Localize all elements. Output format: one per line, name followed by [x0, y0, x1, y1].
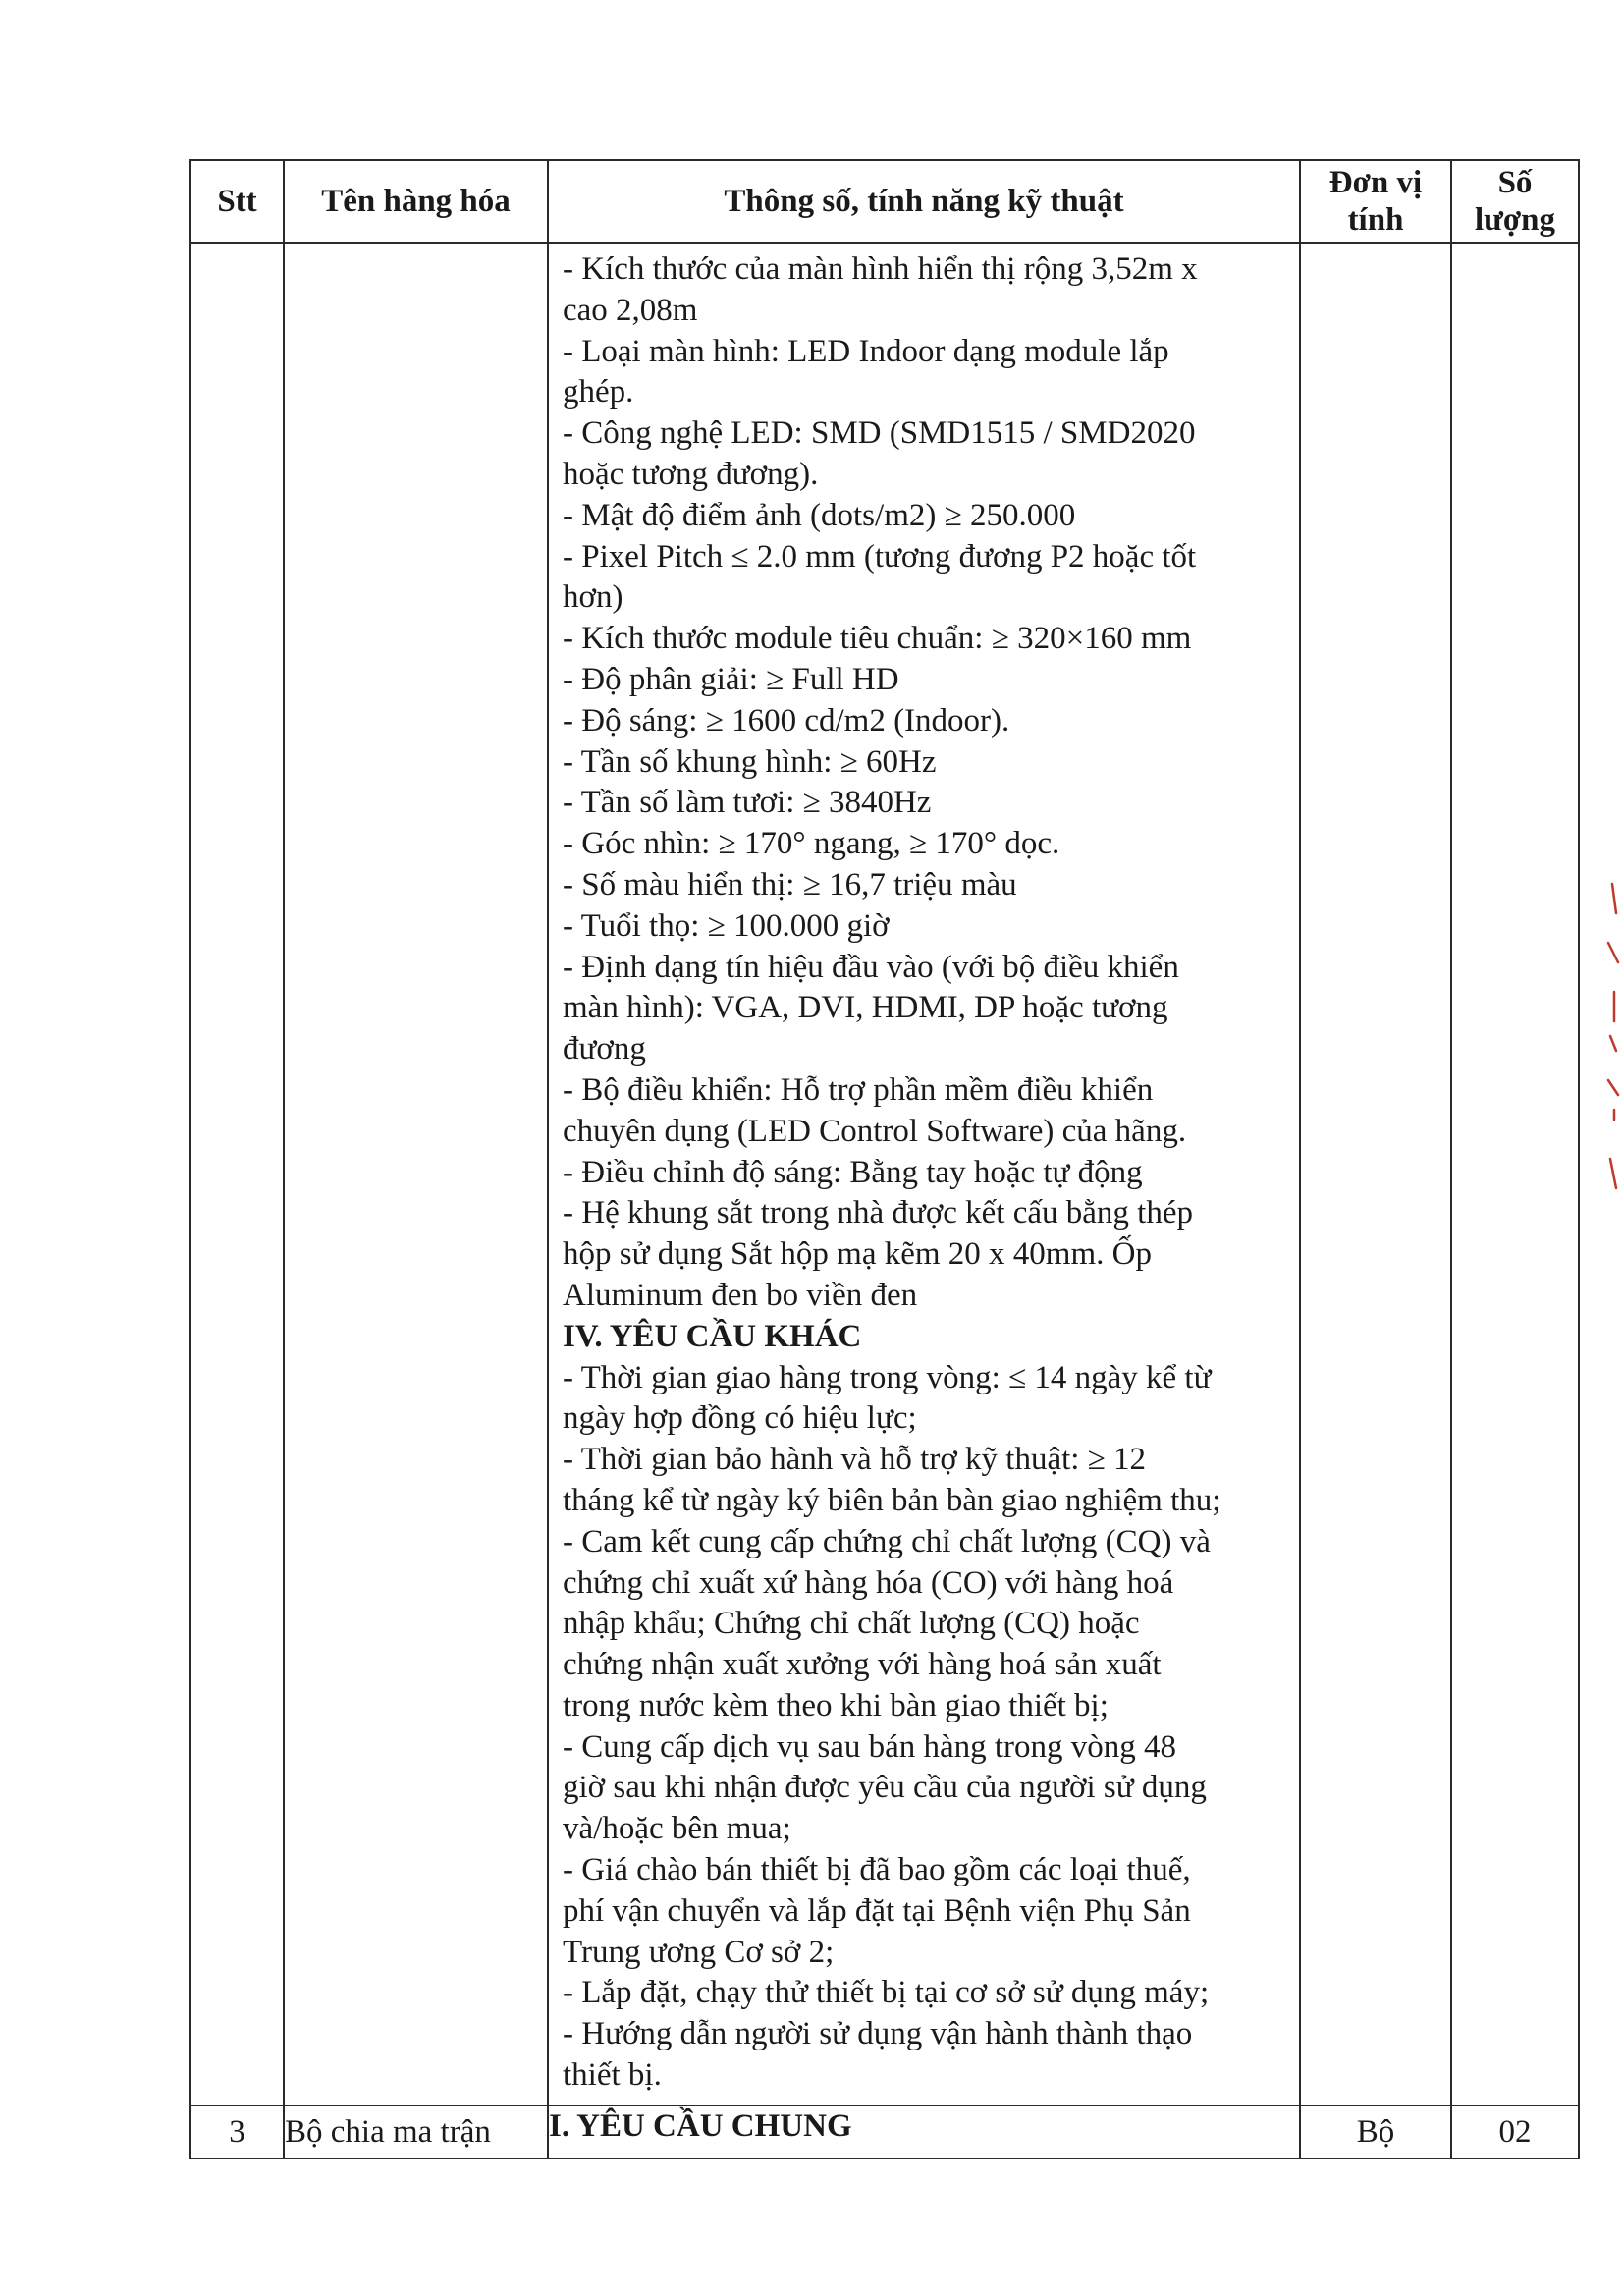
spec-line: - Hệ khung sắt trong nhà được kết cấu bằng thép — [563, 1195, 1193, 1231]
spec-line: - Kích thước module tiêu chuẩn: ≥ 320×160 mm — [563, 621, 1192, 657]
spec-line: màn hình): VGA, DVI, HDMI, DP hoặc tương — [563, 990, 1168, 1026]
continued-spec-row — [190, 243, 1579, 2105]
spec-line: Trung ương Cơ sở 2; — [563, 1934, 835, 1970]
spec-line: - Công nghệ LED: SMD (SMD1515 / SMD2020 — [563, 415, 1196, 452]
spec-line: - Thời gian giao hàng trong vòng: ≤ 14 ngày kể từ — [563, 1359, 1212, 1395]
stamp-mark — [1610, 1036, 1616, 1051]
spec-line: - Giá chào bán thiết bị đã bao gồm các loại thuế, — [563, 1852, 1191, 1888]
spec-line: Aluminum đen bo viền đen — [563, 1277, 918, 1313]
spec-lines — [549, 244, 1299, 2105]
header-qty-line1: Số — [1497, 165, 1533, 200]
header-unit — [1300, 160, 1451, 243]
spec-line: phí vận chuyển và lắp đặt tại Bệnh viện Phụ Sản — [563, 1892, 1191, 1929]
cell-spec-text — [548, 243, 1300, 2105]
table-header-row — [190, 160, 1579, 243]
section-heading: IV. YÊU CẦU KHÁC — [563, 1318, 862, 1354]
cell-stt-empty — [190, 243, 284, 2105]
spec-line: - Tần số khung hình: ≥ 60Hz — [563, 743, 937, 780]
item-unit: Bộ — [1300, 2105, 1451, 2159]
spec-line: - Góc nhìn: ≥ 170° ngang, ≥ 170° dọc. — [563, 826, 1060, 862]
item-spec-heading: I. YÊU CẦU CHUNG — [548, 2105, 1300, 2159]
cell-unit-empty — [1300, 243, 1451, 2105]
spec-line: - Thời gian bảo hành và hỗ trợ kỹ thuật: ≥ 12 — [563, 1442, 1147, 1478]
item-name: Bộ chia ma trận — [284, 2105, 548, 2159]
spec-line: - Loại màn hình: LED Indoor dạng module lắp — [563, 333, 1169, 369]
spec-line: tháng kể từ ngày ký biên bản bàn giao nghiệm thu; — [563, 1482, 1221, 1518]
spec-line: - Tuổi thọ: ≥ 100.000 giờ — [563, 907, 890, 944]
spec-line: - Cung cấp dịch vụ sau bán hàng trong vòng 48 — [563, 1728, 1177, 1765]
spec-line: - Bộ điều khiển: Hỗ trợ phần mềm điều khiển — [563, 1071, 1154, 1108]
spec-line: - Tần số làm tươi: ≥ 3840Hz — [563, 785, 932, 821]
stamp-mark — [1612, 884, 1616, 913]
stamp-mark — [1608, 1080, 1618, 1095]
spec-line: - Cam kết cung cấp chứng chỉ chất lượng (CQ) và — [563, 1523, 1211, 1559]
spec-line: - Kích thước của màn hình hiển thị rộng 3,52m x — [563, 251, 1198, 287]
spec-line: - Độ phân giải: ≥ Full HD — [563, 661, 899, 697]
stamp-mark — [1610, 1159, 1616, 1188]
cell-qty-empty — [1451, 243, 1579, 2105]
red-stamp-edge — [1602, 874, 1624, 1198]
spec-line: - Hướng dẫn người sử dụng vận hành thành thạo — [563, 2016, 1193, 2052]
spec-line: chứng nhận xuất xưởng với hàng hoá sản xuất — [563, 1647, 1162, 1683]
spec-line: - Điều chỉnh độ sáng: Bằng tay hoặc tự động — [563, 1154, 1143, 1190]
table-row-item-3 — [190, 2105, 1579, 2159]
spec-line: ghép. — [563, 374, 634, 410]
spec-line: cao 2,08m — [563, 292, 698, 328]
spec-line: và/hoặc bên mua; — [563, 1811, 791, 1847]
header-stt: Stt — [190, 160, 284, 243]
spec-line: - Định dạng tín hiệu đầu vào (với bộ điều khiển — [563, 949, 1179, 985]
spec-line: - Lắp đặt, chạy thử thiết bị tại cơ sở sử dụng máy; — [563, 1975, 1210, 2011]
header-specs: Thông số, tính năng kỹ thuật — [548, 160, 1300, 243]
spec-line: - Độ sáng: ≥ 1600 cd/m2 (Indoor). — [563, 702, 1010, 738]
spec-table — [189, 159, 1580, 2159]
spec-line: hộp sử dụng Sắt hộp mạ kẽm 20 x 40mm. Ốp — [563, 1236, 1152, 1273]
spec-line: giờ sau khi nhận được yêu cầu của người sử dụng — [563, 1770, 1207, 1806]
spec-line: đương — [563, 1031, 646, 1067]
spec-line: - Số màu hiển thị: ≥ 16,7 triệu màu — [563, 866, 1017, 902]
spec-line: ngày hợp đồng có hiệu lực; — [563, 1400, 917, 1437]
item-quantity: 02 — [1451, 2105, 1579, 2159]
spec-line: - Pixel Pitch ≤ 2.0 mm (tương đương P2 hoặc tốt — [563, 538, 1197, 574]
spec-line: trong nước kèm theo khi bàn giao thiết bị; — [563, 1687, 1109, 1723]
spec-line: thiết bị. — [563, 2057, 662, 2094]
spec-line: hơn) — [563, 579, 623, 616]
header-qty-line2: lượng — [1474, 202, 1556, 238]
spec-line: hoặc tương đương). — [563, 456, 819, 492]
spec-line: chứng chỉ xuất xứ hàng hóa (CO) với hàng hoá — [563, 1564, 1174, 1601]
header-item-name: Tên hàng hóa — [284, 160, 548, 243]
spec-line: chuyên dụng (LED Control Software) của hãng. — [563, 1113, 1187, 1149]
header-quantity — [1451, 160, 1579, 243]
spec-line: nhập khẩu; Chứng chỉ chất lượng (CQ) hoặc — [563, 1606, 1140, 1642]
header-unit-line2: tính — [1347, 202, 1404, 238]
stamp-mark — [1608, 943, 1618, 962]
spec-line: - Mật độ điểm ảnh (dots/m2) ≥ 250.000 — [563, 497, 1076, 533]
item-stt: 3 — [190, 2105, 284, 2159]
cell-name-empty — [284, 243, 548, 2105]
header-unit-line1: Đơn vị — [1328, 165, 1423, 200]
